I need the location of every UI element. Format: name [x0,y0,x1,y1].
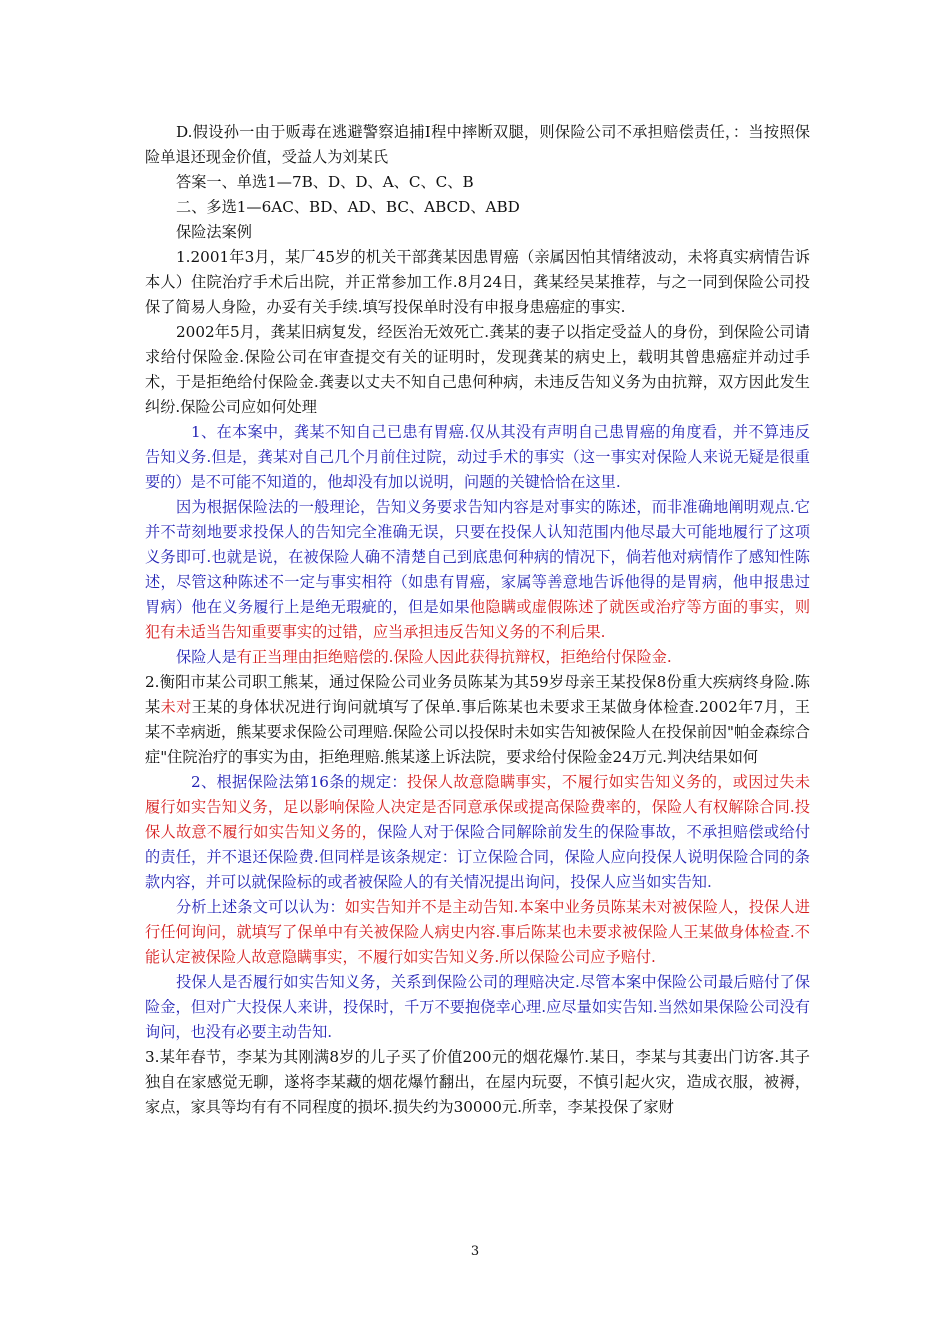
text-run: 1、在本案中，龚某不知自己已患有胃癌.仅从其没有声明自己患胃癌的角度看，并不算违反告知义务.但是，龚某对自己几个月前住过院，动过手术的事实（这一事实对保险人来说无疑是很重要的）是不可能不知道的，他却没有加以说明，问题的关键恰恰在这里. [145,423,810,491]
paragraph [145,245,810,320]
text-run: 王某的身体状况进行询问就填写了保单.事后陈某也未要求王某做身体检查.2002年7月，王某不幸病逝，熊某要求保险公司理赔.保险公司以投保时未如实告知被保险人在投保前因"帕金森综合症"住院治疗的事实为由，拒绝理赔.熊某遂上诉法院，要求给付保险金24万元.判决结果如何 [145,698,810,766]
paragraph [145,170,810,195]
text-run: 3.某年春节，李某为其刚满8岁的儿子买了价值200元的烟花爆竹.某日，李某与其妻出门访客.其子独自在家感觉无聊，遂将李某藏的烟花爆竹翻出，在屋内玩耍，不慎引起火灾，造成衣服，被褥，家点，家具等均有有不同程度的损坏.损失约为30000元.所幸，李某投保了家财 [145,1048,810,1116]
text-run: 投保人是否履行如实告知义务，关系到保险公司的理赔决定.尽管本案中保险公司最后赔付了保险金，但对广大投保人来讲，投保时，千万不要抱侥幸心理.应尽量如实告知.当然如果保险公司没有询问，也没有必要主动告知. [145,973,810,1041]
text-run: 保险人是 [176,648,237,666]
text-run: 保险法案例 [176,223,252,241]
paragraph [145,770,810,895]
text-run: 答案一、单选1—7B、D、D、A、C、C、B [176,173,474,191]
text-run: 投保人故意隐瞒事实，不履行如实告知义务的，或因过失未履行如实告知义务，足以影响保险人决定是否同意承保或提高保险费率的，保险人有权解除合同.投保人故意不履行如实告知义务的， [145,773,811,841]
text-run: 保险人对于保险合同解除前发生的保险事故，不承担赔偿或给付的责任，并不退还保险费.但同样是该条规定：订立保险合同，保险人应向投保人说明保险合同的条款内容，并可以就保险标的或者被保险人的有关情况提出询问，投保人应当如实告知. [145,823,811,891]
text-run: D.假设孙一由于贩毒在逃避警察追捕Ⅰ程中摔断双腿，则保险公司不承担赔偿责任，：当按照保险单退还现金价值，受益人为刘某氏 [145,123,810,166]
paragraph [145,120,810,170]
text-run: 二、多选1—6AC、BD、AD、BC、ABCD、ABD [176,198,520,216]
paragraph [145,320,810,420]
text-run: 因为根据保险法的一般理论，告知义务要求告知内容是对事实的陈述，而非准确地阐明观点.它并不苛刻地要求投保人的告知完全准确无误，只要在投保人认知范围内他尽最大可能地履行了这项义务即可.也就是说，在被保险人确不清楚自己到底患何种病的情况下，倘若他对病情作了感知性陈述，尽管这种陈述不一定与事实相符（如患有胃癌，家属等善意地告诉他得的是胃病，他申报患过胃病）他在义务履行上是绝无瑕疵的，但是如果 [145,498,810,616]
paragraph [145,220,810,245]
text-run: 2.衡阳市某公司职工熊某，通过保险公司业务员陈某为其59岁母亲王某投保8份重大疾病终身险.陈某 [145,673,810,716]
text-run: 有正当理由拒绝赔偿的.保险人因此获得抗辩权，拒绝给付保险金. [236,648,672,666]
paragraph [145,670,810,770]
text-run: 如实告知并不是主动告知.本案中业务员陈某未对被保险人，投保人进行任何询问，就填写了保单中有关被保险人病史内容.事后陈某也未要求被保险人王某做身体检查.不能认定被保险人故意隐瞒事实，不履行如实告知义务.所以保险公司应予赔付. [145,898,811,966]
page-number: 3 [470,1244,480,1259]
text-run: 他隐瞒或虚假陈述了就医或治疗等方面的事实，则犯有未适当告知重要事实的过错，应当承担违反告知义务的不利后果. [145,598,810,641]
paragraph [145,895,810,970]
text-run: 分析上述条文可以认为： [176,898,345,916]
paragraph [145,495,810,645]
text-run: 未对 [160,698,192,716]
text-run: 2002年5月，龚某旧病复发，经医治无效死亡.龚某的妻子以指定受益人的身份，到保险公司请求给付保险金.保险公司在审查提交有关的证明时，发现龚某的病史上，载明其曾患癌症并动过手术，于是拒绝给付保险金.龚妻以丈夫不知自己患何种病，未违反告知义务为由抗辩，双方因此发生纠纷.保险公司应如何处理 [145,323,810,416]
text-run: 1.2001年3月，某厂45岁的机关干部龚某因患胃癌（亲属因怕其情绪波动，未将真实病情告诉本人）住院治疗手术后出院，并正常参加工作.8月24日，龚某经吴某推荐，与之一同到保险公司投保了简易人身险，办妥有关手续.填写投保单时没有申报身患癌症的事实. [145,248,810,316]
document-body [145,120,810,1120]
paragraph [145,420,810,495]
paragraph [145,645,810,670]
text-run: 2、根据保险法第16条的规定： [191,773,407,791]
paragraph [145,970,810,1045]
paragraph [145,195,810,220]
paragraph [145,1045,810,1120]
